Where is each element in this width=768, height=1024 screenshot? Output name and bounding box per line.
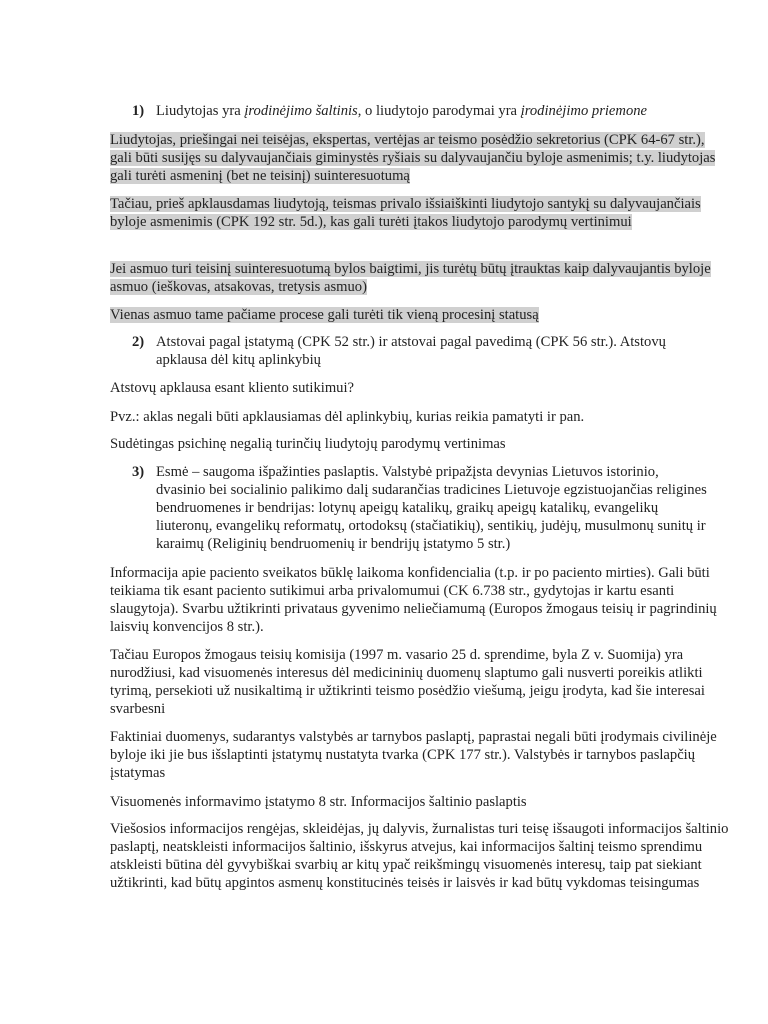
list-number: 1) <box>132 103 145 119</box>
highlighted-text: Liudytojas, priešingai nei teisėjas, ekspertas, vertėjas ar teismo posėdžio sekretorius (CPK 64-67 str.), gali būti susijęs su dalyvaujančiais giminystės ryšiais su dalyvaujančiu byloje asmenimis; t.y. liudytojas gali turėti asmeninį (bet ne teisinį) suinteresuotumą <box>110 132 716 184</box>
paragraph-source-secret: Viešosios informacijos rengėjas, skleidėjas, jų dalyvis, žurnalistas turi teisę išsaugoti informacijos šaltinio paslaptį, neatskleisti informacijos šaltinio, išskyrus atvejus, kai informacijos šaltinį teismo sprendimu atskleisti būtina dėl gyvybiškai svarbių ar kitų ypač reikšmingų visuomenės interesų, taip pat siekiant užtikrinti, kad būtų apgintos asmenų konstitucinės teisės ir laisvės ir kad būtų vykdomas teisingumas <box>110 821 729 891</box>
paragraph-patient-info: Informacija apie paciento sveikatos būklę laikoma konfidencialia (t.p. ir po paciento mirties). Gali būti teikiama tik esant paciento sutikimui arba privalomumui (CK 6.738 str., gydytojas ir kartu esanti slaugytoja). Svarbu užtikrinti privataus gyvenimo neliečiamumą (Europos žmogaus teisių ir pagrindinių laisvių konvencijos 8 str.). <box>110 565 717 635</box>
list-text: Esmė – saugoma išpažinties paslaptis. Valstybė pripažįsta devynias Lietuvos istorinio, dvasinio bei socialinio palikimo dalį sudarančias tradicines Lietuvoje egzistuojančias religines bendruomenes ir bendrijas: lotynų apeigų katalikų, graikų apeigų katalikų, evangelikų liuteronų, evangelikų reformatų, ortodoksų (stačiatikių), sentikių, judėjų, musulmonų sunitų ir karaimų (Religinių bendruomenių ir bendrijų įstatymo 5 str.) <box>156 464 707 552</box>
highlighted-text: Jei asmuo turi teisinį suinteresuotumą bylos baigtimi, jis turėtų būtų įtrauktas kaip dalyvaujantis byloje asmuo (ieškovas, atsakovas, tretysis asmuo) <box>110 261 711 295</box>
paragraph-single-status <box>110 306 730 324</box>
paragraph-state-secret: Faktiniai duomenys, sudarantys valstybės ar tarnybos paslaptį, paprastai negali būti įrodymais civilinėje byloje iki jie bus išslaptinti įstatymų nustatyta tvarka (CPK 177 str.). Valstybės ir tarnybos paslapčių įstatymas <box>110 729 717 781</box>
highlighted-text: Tačiau, prieš apklausdamas liudytoją, teismas privalo išsiaiškinti liudytojo santykį su dalyvaujančiais byloje asmenimis (CPK 192 str. 5d.), kas gali turėti įtakos liudytojo parodymų vertinimui <box>110 196 701 230</box>
paragraph-witness-relation <box>110 131 730 185</box>
paragraph-media-law: Visuomenės informavimo įstatymo 8 str. Informacijos šaltinio paslaptis <box>110 794 527 810</box>
list-text: Atstovai pagal įstatymą (CPK 52 str.) ir atstovai pagal pavedimą (CPK 56 str.). Atstovų apklausa dėl kitų aplinkybių <box>156 334 666 368</box>
paragraph-representatives-question: Atstovų apklausa esant kliento sutikimui? <box>110 380 355 396</box>
paragraph-example: Pvz.: aklas negali būti apklausiamas dėl aplinkybių, kurias reikia pamatyti ir pan. <box>110 409 585 425</box>
paragraph-mental-disability: Sudėtingas psichinę negalią turinčių liudytojų parodymų vertinimas <box>110 436 506 452</box>
text-segment: , o liudytojo parodymai yra <box>357 103 521 119</box>
paragraph-court-duty <box>110 195 730 231</box>
italic-term: įrodinėjimo šaltinis <box>244 103 358 119</box>
list-number: 2) <box>132 334 145 350</box>
list-number: 3) <box>132 464 145 480</box>
paragraph-echr-commission: Tačiau Europos žmogaus teisių komisija (1997 m. vasario 25 d. sprendime, byla Z v. Suomija) yra nurodžiusi, kad visuomenės interesus dėl medicininių duomenų slaptumo gali nusverti poreikis atlikti tyrimą, persekioti už nusikaltimą ir užtikrinti teismo posėdžio viešumą, jeigu įrodyta, kad šie interesai svarbesni <box>110 647 705 717</box>
text-segment: Liudytojas yra <box>156 103 245 119</box>
highlighted-text: Vienas asmuo tame pačiame procese gali turėti tik vieną procesinį statusą <box>110 307 539 323</box>
italic-term: įrodinėjimo priemone <box>520 103 648 119</box>
paragraph-legal-interest <box>110 260 730 296</box>
list-text <box>156 102 711 120</box>
